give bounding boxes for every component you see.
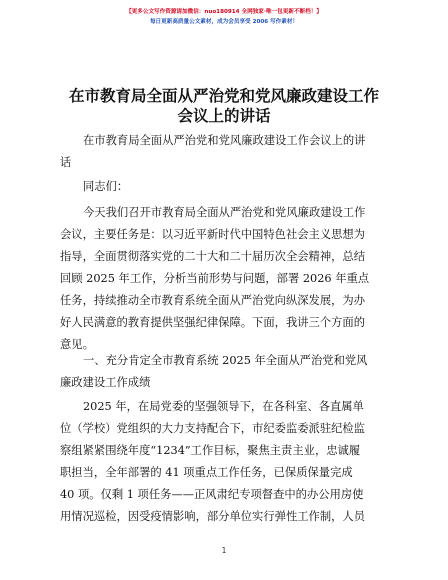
page-number: 1	[221, 546, 227, 555]
text-line: 话	[60, 156, 72, 169]
document-title	[60, 86, 388, 126]
text-line: 2025 年，在局党委的坚强领导下，在各科室、各直属单	[83, 400, 364, 413]
text-line: 位（学校）党组织的大力支持配合下，市纪委监委派驻纪检监	[60, 422, 366, 435]
text-line: 一、充分肯定全市教育系统 2025 年全面从严治党和党风	[83, 354, 368, 367]
text-line: 好人民满意的教育提供坚强纪律保障。下面，我讲三个方面的	[60, 316, 366, 329]
section-heading-1	[60, 350, 388, 394]
text-line: 任务，持续推动全市教育系统全面从严治党向纵深发展，为办	[60, 294, 366, 307]
text-line: 在市教育局全面从严治党和党风廉政建设工作会议上的讲	[83, 134, 366, 147]
text-line: 廉政建设工作成绩	[60, 376, 151, 389]
text-line: 回顾 2025 年工作，分析当前形势与问题，部署 2026 年重点	[60, 272, 370, 285]
promo-banner-line-1: 【更多公文写作资源请加微信：nuo180914 全网独家·唯一包更新不断档！】	[126, 9, 322, 15]
subtitle-paragraph	[60, 130, 388, 174]
text-line: 指导，全面贯彻落实党的二十大和二十届历次全会精神，总结	[60, 250, 366, 263]
title-line: 在市教育局全面从严治党和党风廉政建设工作	[68, 87, 379, 105]
salutation	[60, 176, 388, 198]
text-line: 会议，主要任务是：以习近平新时代中国特色社会主义思想为	[60, 228, 366, 241]
text-line: 同志们：	[83, 180, 129, 193]
text-line: 今天我们召开市教育局全面从严治党和党风廉政建设工作	[83, 206, 366, 219]
text-line: 职担当，全年部署的 41 项重点工作任务，已保质保量完成	[60, 466, 353, 479]
text-line: 用情况巡检，因受疫情影响，部分单位实行弹性工作制，人员	[60, 510, 366, 523]
text-line: 察组紧紧围绕年度“1234”工作目标，聚焦主责主业，忠诚履	[60, 444, 361, 457]
paragraph-opening	[60, 202, 388, 356]
promo-banner-line-2: 每日更新高质量公文素材，成为会员享受 2006 写作素材！	[149, 19, 299, 25]
paragraph-2025-summary	[60, 396, 388, 528]
title-line: 会议上的讲话	[177, 107, 271, 125]
text-line: 40 项。仅剩 1 项任务——正风肃纪专项督查中的办公用房使	[60, 488, 364, 501]
text-line: 意见。	[60, 338, 94, 351]
